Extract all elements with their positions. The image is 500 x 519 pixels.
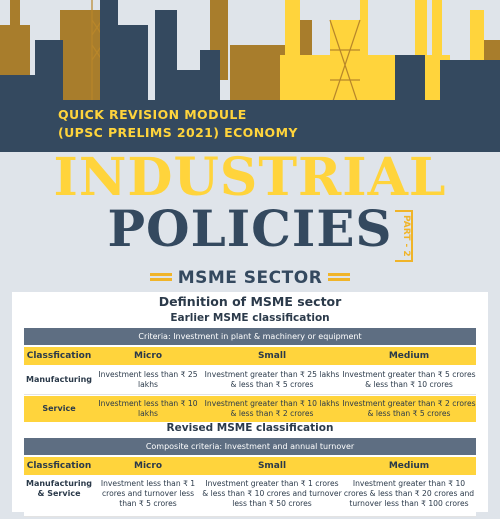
table-cell: Investment greater than ₹ 25 lakhs & less than ₹ 5 crores <box>204 370 340 389</box>
column-header: Classfication <box>26 461 92 471</box>
definition-heading: Definition of MSME sector <box>158 294 342 309</box>
table-cell: Investment greater than ₹ 2 crores & less than ₹ 5 crores <box>342 399 476 418</box>
table-cell: Investment greater than ₹ 1 crores & less than ₹ 10 crores and turnover less than ₹ 50 crores <box>202 479 342 508</box>
subject-name: ECONOMY <box>224 125 298 140</box>
column-header: Medium <box>388 351 430 361</box>
earlier-classification-heading: Earlier MSME classification <box>170 312 330 324</box>
table-cell: Investment less than ₹ 25 lakhs <box>98 370 198 389</box>
column-header: Micro <box>134 351 162 361</box>
column-header: Small <box>257 351 287 361</box>
table-row <box>24 396 476 422</box>
revised-criteria-bar: Composite criteria: Investment and annual turnover <box>24 438 476 455</box>
module-subtitle: QUICK REVISION MODULE <box>58 107 247 122</box>
exam-name: (UPSC PRELIMS 2021) <box>58 125 220 140</box>
table-cell: Investment less than ₹ 1 crores and turnover less than ₹ 5 crores <box>100 479 196 508</box>
left-stripes-decoration <box>150 273 172 285</box>
row-label: Manufacturing <box>26 375 92 384</box>
revised-table-header <box>24 457 476 475</box>
table-cell: Investment less than ₹ 10 lakhs <box>98 399 198 418</box>
title-line-2: POLICIES <box>107 199 393 258</box>
part-badge: PART - 2 <box>395 210 413 262</box>
earlier-table-header <box>24 347 476 365</box>
row-label: Service <box>42 404 76 413</box>
row-label: Manufacturing & Service <box>26 479 92 498</box>
table-row <box>24 366 476 395</box>
definition-card <box>12 292 488 512</box>
right-stripes-decoration <box>328 273 350 285</box>
table-cell: Investment greater than ₹ 10 crores & less than ₹ 20 crores and turnover less than ₹ 100 crores <box>343 479 475 508</box>
column-header: Micro <box>134 461 162 471</box>
revised-classification-heading: Revised MSME classification <box>166 422 334 434</box>
section-title: MSME SECTOR <box>177 268 323 288</box>
earlier-criteria-bar: Criteria: Investment in plant & machinery or equipment <box>24 328 476 345</box>
title-line-1: INDUSTRIAL <box>53 147 447 208</box>
column-header: Small <box>257 461 287 471</box>
column-header: Medium <box>388 461 430 471</box>
table-row <box>24 476 476 517</box>
table-cell: Investment greater than ₹ 5 crores & less than ₹ 10 crores <box>342 370 476 389</box>
exam-subtitle <box>58 125 298 140</box>
table-cell: Investment greater than ₹ 10 lakhs & less than ₹ 2 crores <box>204 399 340 418</box>
section-banner <box>150 268 350 290</box>
column-header: Classfication <box>26 351 92 361</box>
